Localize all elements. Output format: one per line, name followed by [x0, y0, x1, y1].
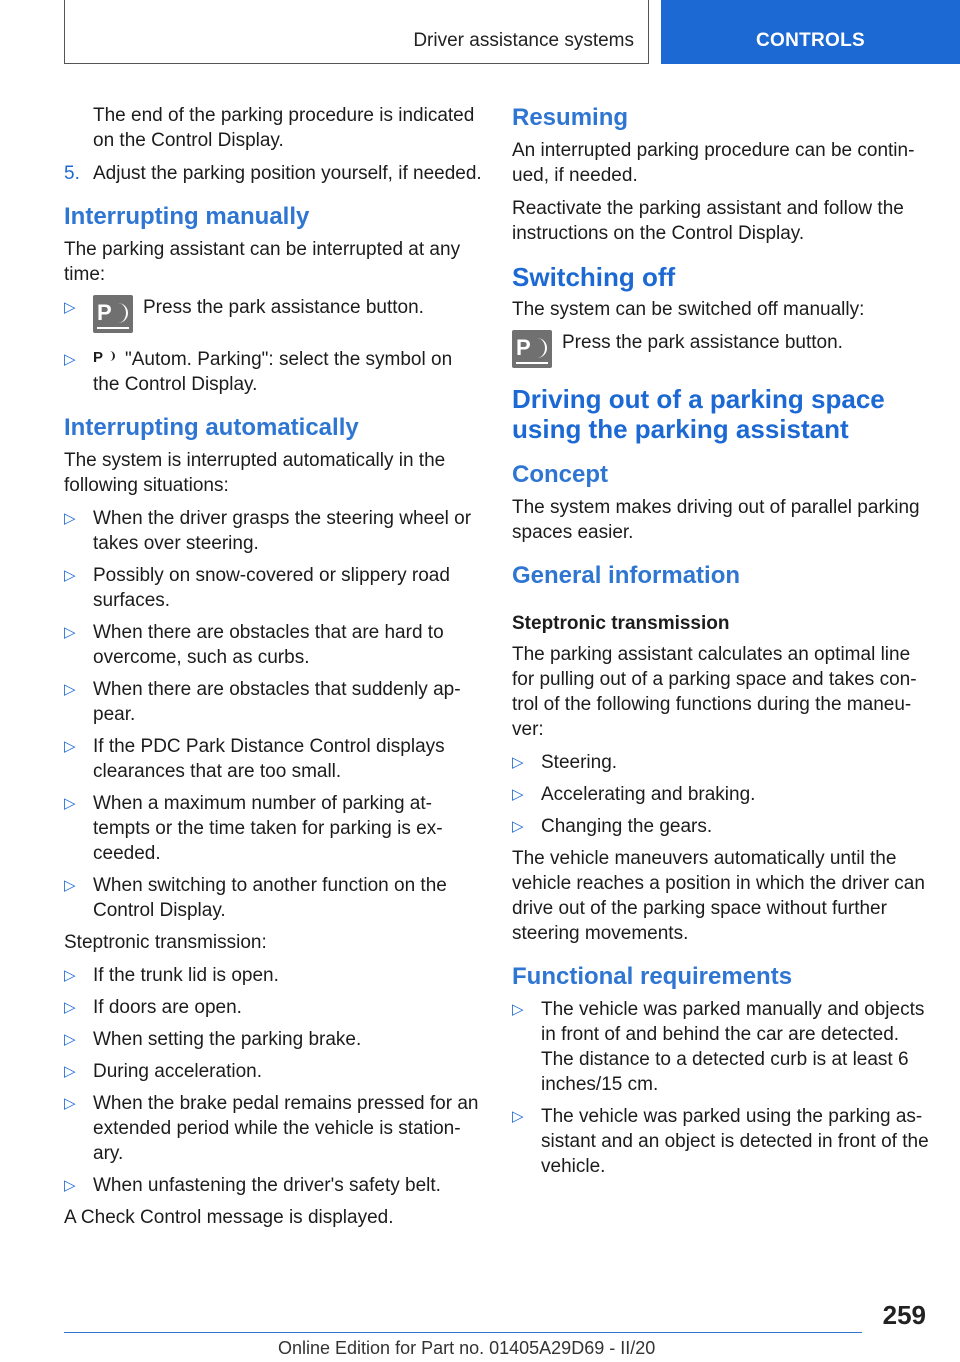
- header-section-box: [64, 0, 649, 64]
- paragraph-steptronic: Steptronic transmission:: [64, 932, 267, 953]
- instruction-text: Press the park assistance button.: [562, 332, 843, 353]
- list-item-text: Press the park assistance button.: [143, 297, 424, 318]
- triangle-bullet-icon: ▷: [64, 510, 76, 527]
- paragraph-resuming-2: Reactivate the parking assistant and follow the instructions on the Control Display.: [512, 198, 904, 244]
- paragraph-steptronic: The parking assistant calculates an optimal line for pulling out of a parking space and takes con‐ trol of the following functions during the maneu‐ ver:: [512, 644, 917, 740]
- triangle-bullet-icon: ▷: [64, 1031, 76, 1048]
- triangle-bullet-icon: ▷: [64, 738, 76, 755]
- subheading-steptronic: Steptronic transmission: [512, 613, 730, 634]
- triangle-bullet-icon: ▷: [64, 1177, 76, 1194]
- list-item-text: "Autom. Parking": select the symbol on the Control Display.: [93, 349, 453, 395]
- section-title: Driver assistance systems: [413, 30, 634, 51]
- list-item: ▷ When a maximum number of parking at‐ tempts or the time taken for parking is ex‐ ceeded.: [64, 793, 443, 864]
- steptronic-list: [64, 963, 482, 1198]
- paragraph-intro: The end of the parking procedure is indicated on the Control Display.: [93, 105, 475, 151]
- list-item: ▷ If the trunk lid is open.: [64, 965, 279, 986]
- step-text: Adjust the parking position yourself, if needed.: [93, 163, 482, 184]
- list-item: ▷ When unfastening the driver's safety belt.: [64, 1175, 441, 1196]
- list-item: ▷ When there are obstacles that are hard to overcome, such as curbs.: [64, 622, 444, 668]
- requirements-list: [512, 997, 930, 1179]
- paragraph-manual: The parking assistant can be interrupted at any time:: [64, 239, 461, 285]
- triangle-bullet-icon: ▷: [64, 299, 76, 316]
- right-column: [512, 103, 930, 1186]
- park-assistance-button-icon: P: [512, 330, 552, 368]
- triangle-bullet-icon: ▷: [64, 624, 76, 641]
- list-item: ▷ Accelerating and braking.: [512, 784, 756, 805]
- triangle-bullet-icon: ▷: [64, 877, 76, 894]
- triangle-bullet-icon: ▷: [64, 351, 76, 368]
- triangle-bullet-icon: ▷: [64, 681, 76, 698]
- list-item: ▷ When the driver grasps the steering wheel or takes over steering.: [64, 508, 472, 554]
- paragraph-auto: The system is interrupted automatically in the following situations:: [64, 450, 446, 496]
- triangle-bullet-icon: ▷: [512, 786, 524, 803]
- heading-resuming: Resuming: [512, 104, 629, 131]
- list-item: ▷ When setting the parking brake.: [64, 1029, 362, 1050]
- footer-divider: [64, 1332, 862, 1333]
- edition-footer: Online Edition for Part no. 01405A29D69 - II/20: [278, 1338, 656, 1358]
- list-item: ▷ The vehicle was parked using the parking as‐ sistant and an object is detected in front of the vehicle.: [512, 1106, 929, 1177]
- triangle-bullet-icon: ▷: [512, 1001, 524, 1018]
- paragraph-check-control: A Check Control message is displayed.: [64, 1207, 394, 1228]
- heading-general-information: General information: [512, 562, 741, 589]
- heading-concept: Concept: [512, 461, 608, 488]
- list-item: ▷ When switching to another function on the Control Display.: [64, 875, 447, 921]
- heading-switching-off: Switching off: [512, 262, 676, 292]
- triangle-bullet-icon: ▷: [64, 1063, 76, 1080]
- manual-list: [64, 295, 482, 397]
- paragraph-resuming-1: An interrupted parking procedure can be contin‐ ued, if needed.: [512, 140, 915, 186]
- triangle-bullet-icon: ▷: [64, 795, 76, 812]
- park-assistance-button-icon: P: [93, 295, 133, 333]
- triangle-bullet-icon: ▷: [64, 999, 76, 1016]
- list-item: ▷ When the brake pedal remains pressed for an extended period while the vehicle is station‐ ary.: [64, 1093, 479, 1164]
- heading-interrupting-automatically: Interrupting automatically: [64, 414, 359, 441]
- autom-parking-symbol-icon: P: [93, 347, 117, 369]
- list-item: ▷ Changing the gears.: [512, 816, 713, 837]
- list-item: ▷ When there are obstacles that suddenly ap‐ pear.: [64, 679, 461, 725]
- list-item: ▷ Steering.: [512, 752, 618, 773]
- triangle-bullet-icon: ▷: [512, 754, 524, 771]
- heading-interrupting-manually: Interrupting manually: [64, 203, 310, 230]
- paragraph-switching-off: The system can be switched off manually:: [512, 299, 865, 320]
- triangle-bullet-icon: ▷: [512, 818, 524, 835]
- list-item: [64, 347, 482, 397]
- paragraph-maneuvers: The vehicle maneuvers automatically until the vehicle reaches a position in which the driver can drive out of the parking space without further steering movements.: [512, 848, 925, 944]
- heading-driving-out: Driving out of a parking space using the parking assistant: [512, 384, 885, 444]
- triangle-bullet-icon: ▷: [64, 967, 76, 984]
- paragraph-concept: The system makes driving out of parallel parking spaces easier.: [512, 497, 920, 543]
- control-functions-list: [512, 750, 930, 839]
- heading-functional-requirements: Functional requirements: [512, 963, 793, 990]
- auto-list: [64, 506, 482, 923]
- list-item: ▷ The vehicle was parked manually and objects in front of and behind the car are detected. The distance to a detected curb is at least 6 inches/15 cm.: [512, 999, 925, 1095]
- header-chapter-tab: [661, 0, 960, 64]
- step-number: 5.: [64, 163, 80, 184]
- list-item: ▷ Possibly on snow-covered or slippery road surfaces.: [64, 565, 450, 611]
- chapter-title: CONTROLS: [755, 30, 865, 51]
- switch-off-instruction: [512, 330, 930, 368]
- page-number: 259: [882, 1300, 926, 1330]
- triangle-bullet-icon: ▷: [64, 567, 76, 584]
- left-column: [64, 103, 482, 1238]
- list-item: ▷ If doors are open.: [64, 997, 242, 1018]
- triangle-bullet-icon: ▷: [64, 1095, 76, 1112]
- list-item: ▷ During acceleration.: [64, 1061, 262, 1082]
- triangle-bullet-icon: ▷: [512, 1108, 524, 1125]
- list-item: [64, 295, 482, 333]
- list-item: ▷ If the PDC Park Distance Control displays clearances that are too small.: [64, 736, 445, 782]
- step-5: [64, 161, 482, 186]
